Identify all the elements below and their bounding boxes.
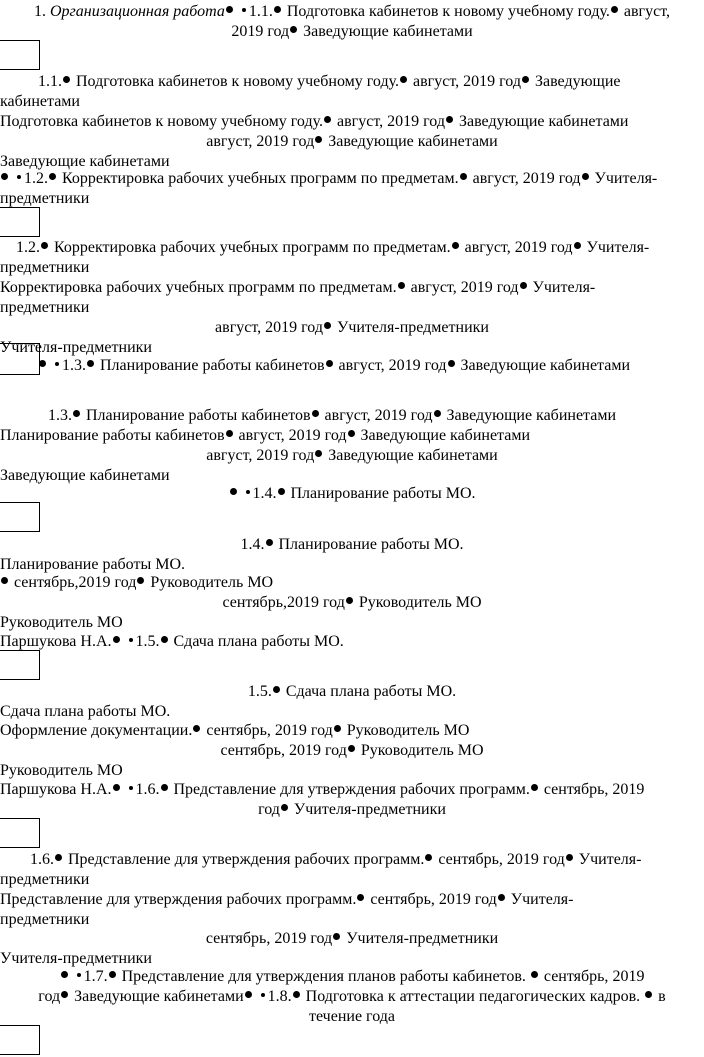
text-span: Учителя-предметники — [0, 950, 152, 967]
text-line — [0, 890, 573, 910]
text-span: Заведующие кабинетами — [460, 357, 631, 374]
text-span: август, 2019 год — [324, 407, 433, 424]
bullet-icon — [129, 638, 133, 642]
text-span: сентябрь, — [543, 968, 609, 985]
bullet-icon — [611, 6, 618, 13]
text-span: Заведующие кабинетами — [458, 113, 629, 130]
text-line — [38, 356, 630, 376]
text-span: Руководитель МО — [346, 722, 470, 739]
text-span: Учителя- — [510, 891, 574, 908]
text-span: Представление для утверждения рабочих программ. — [0, 891, 357, 908]
text-span: август, 2019 год — [472, 170, 581, 187]
text-span: Планирование работы МО. — [278, 536, 464, 553]
text-span: Заведующие — [534, 73, 621, 90]
bullet-icon — [226, 430, 233, 437]
text-span: Представление для утверждения планов работы кабинетов. — [121, 968, 526, 985]
text-span: сентябрь, 2019 год — [370, 891, 497, 908]
text-line — [0, 2, 704, 22]
bullet-icon — [1, 173, 8, 180]
text-span: 1.8. — [267, 988, 292, 1005]
text-line — [0, 949, 152, 969]
text-span: Заведующие кабинетами — [0, 467, 170, 484]
text-line — [0, 258, 89, 278]
bullet-icon — [348, 430, 355, 437]
bullet-icon — [452, 242, 459, 249]
bullet-icon — [312, 410, 319, 417]
text-span: Корректировка рабочих учебных программ по предметам. — [62, 170, 459, 187]
bullet-icon — [226, 6, 233, 13]
text-span: Сдача плана работы МО. — [285, 683, 457, 700]
text-line — [0, 22, 704, 42]
text-span: Учителя-предметники — [293, 801, 446, 818]
bullet-icon — [17, 175, 21, 179]
text-line — [0, 632, 344, 652]
checkbox-box — [0, 207, 40, 237]
text-span: сентябрь,2019 год — [14, 574, 137, 591]
text-span: август, 2019 год — [238, 427, 347, 444]
text-span: сентябрь, 2019 год — [220, 742, 347, 759]
bullet-icon — [348, 745, 355, 752]
text-span: сентябрь, 2019 год — [205, 930, 333, 947]
text-span: Подготовка кабинетов к новому учебному году. — [0, 113, 324, 130]
text-span: август, 2019 год — [338, 357, 447, 374]
text-line — [16, 238, 649, 258]
text-span: предметники — [0, 259, 90, 276]
text-span: 2019 год — [231, 23, 290, 40]
text-line — [0, 318, 704, 338]
text-span: Руководитель МО — [358, 594, 482, 611]
text-span: предметники — [0, 911, 90, 928]
text-line — [0, 910, 89, 930]
text-span: Заведующие кабинетами — [446, 407, 617, 424]
bullet-icon — [324, 322, 331, 329]
text-span: сентябрь, 2019 год — [438, 851, 565, 868]
text-line — [0, 535, 704, 555]
text-span: предметники — [0, 190, 90, 207]
text-span: август, 2019 год — [464, 239, 573, 256]
bullet-icon — [522, 76, 529, 83]
bullet-icon — [55, 854, 62, 861]
text-span: предметники — [0, 871, 90, 888]
text-span: Учителя- — [578, 851, 642, 868]
text-span: 1.2. — [24, 170, 48, 187]
bullet-icon — [281, 804, 288, 811]
text-span: Планирование работы МО. — [290, 485, 476, 502]
text-span: 1.6. — [30, 851, 54, 868]
bullet-icon — [63, 76, 70, 83]
text-line — [0, 1007, 704, 1027]
bullet-icon — [193, 725, 200, 732]
text-line — [0, 169, 657, 189]
checkbox-box — [0, 1025, 40, 1055]
bullet-icon — [566, 854, 573, 861]
text-span: 1.6. — [135, 781, 160, 798]
text-span: Оформление документации. — [0, 722, 193, 739]
bullet-icon — [113, 636, 120, 643]
text-span: 1.1. — [248, 3, 273, 20]
bullet-icon — [242, 8, 246, 12]
text-span: течение года — [308, 1008, 395, 1025]
text-span: Заведующие кабинетами — [328, 133, 498, 150]
text-span: август, 2019 год — [206, 447, 315, 464]
bullet-icon — [434, 410, 441, 417]
text-line — [0, 426, 530, 446]
text-span: 1.5. — [247, 683, 272, 700]
text-span: сентябрь,2019 год — [222, 594, 345, 611]
bullet-icon — [49, 173, 56, 180]
text-span: Паршукова Н.А. — [0, 781, 112, 798]
bullet-icon — [230, 488, 237, 495]
text-line: Паршукова Н.А. 1.6. Представление для утверждения рабочих программ. сентябрь, 2019 — [0, 781, 645, 798]
bullet-icon — [293, 991, 300, 998]
text-line — [0, 987, 704, 1007]
text-span: сентябрь, 2019 год — [206, 722, 333, 739]
text-span: 1.4. — [252, 485, 277, 502]
text-span: Учителя- — [532, 279, 596, 296]
text-line — [0, 92, 80, 112]
bullet-icon — [520, 282, 527, 289]
bullet-icon — [574, 242, 581, 249]
bullet-icon — [333, 933, 340, 940]
text-span: Руководитель МО — [150, 574, 274, 591]
bullet-icon — [460, 173, 467, 180]
bullet-icon — [39, 360, 46, 367]
bullet-icon — [61, 991, 68, 998]
text-span: год — [258, 801, 280, 818]
text-span: 1.1. — [38, 73, 62, 90]
text-span: 1.3. — [62, 357, 86, 374]
bullet-icon — [315, 450, 322, 457]
text-line — [0, 298, 89, 318]
bullet-icon — [129, 786, 133, 790]
text-span: Планирование работы кабинетов — [86, 407, 311, 424]
bullet-icon — [278, 488, 285, 495]
text-line — [0, 721, 469, 741]
text-span: 1.7. — [83, 968, 108, 985]
text-line — [0, 484, 704, 504]
text-span: Планирование работы кабинетов — [0, 427, 225, 444]
bullet-icon — [326, 360, 333, 367]
text-span: 1.4. — [240, 536, 265, 553]
checkbox-box — [0, 818, 40, 848]
bullet-icon — [87, 360, 94, 367]
bullet-icon — [582, 173, 589, 180]
bullet-icon — [645, 991, 652, 998]
text-span: Подготовка кабинетов к новому учебному году. — [286, 3, 610, 20]
text-span: Корректировка рабочих учебных программ по предметам. — [0, 279, 397, 296]
text-span: 1. — [34, 3, 46, 20]
text-line — [0, 929, 704, 949]
text-line — [0, 189, 89, 209]
text-span: Подготовка к аттестации педагогических кадров. — [305, 988, 641, 1005]
text-span: Представление для утверждения рабочих программ. — [68, 851, 425, 868]
text-line — [0, 466, 170, 486]
text-span: 1.5. — [135, 633, 160, 650]
text-line — [38, 72, 621, 92]
text-line — [0, 278, 595, 298]
bullet-icon — [113, 784, 120, 791]
bullet-icon — [324, 116, 331, 123]
text-span: август, 2019 год — [410, 279, 519, 296]
bullet-icon — [73, 410, 80, 417]
text-span: Руководитель МО — [0, 614, 123, 631]
text-line — [0, 761, 123, 781]
text-span: август, — [623, 3, 670, 20]
checkbox-box — [0, 40, 40, 70]
text-span: август, 2019 год — [206, 133, 315, 150]
bullet-icon — [357, 894, 364, 901]
bullet-icon — [346, 597, 353, 604]
text-span: год — [38, 988, 61, 1005]
bullet-icon — [334, 725, 341, 732]
checkbox-box — [0, 502, 40, 532]
text-span: Учителя-предметники — [346, 930, 499, 947]
bullet-icon — [315, 136, 322, 143]
text-line — [0, 613, 123, 633]
bullet-icon — [400, 76, 407, 83]
text-span: Учителя-предметники — [336, 319, 489, 336]
text-line — [0, 800, 704, 820]
text-line — [0, 132, 704, 152]
text-line — [0, 682, 704, 702]
bullet-icon — [266, 539, 273, 546]
bullet-icon — [273, 686, 280, 693]
bullet-icon — [446, 116, 453, 123]
text-span: Заведующие кабинетами — [74, 988, 244, 1005]
text-line — [0, 112, 629, 132]
text-span: Заведующие кабинетами — [328, 447, 498, 464]
bullet-icon — [448, 360, 455, 367]
text-span: Заведующие кабинетами — [0, 153, 170, 170]
text-span: Представление для утверждения рабочих программ. — [173, 781, 530, 798]
bullet-icon — [137, 577, 144, 584]
bullet-icon — [274, 6, 281, 13]
text-span: Учителя- — [594, 170, 658, 187]
bullet-icon — [245, 991, 252, 998]
text-span: Планирование работы МО. — [0, 556, 185, 573]
bullet-icon — [531, 971, 538, 978]
text-span: август, 2019 год — [413, 73, 521, 90]
bullet-icon — [41, 242, 48, 249]
bullet-icon — [161, 636, 168, 643]
text-span: Паршукова Н.А. — [0, 633, 112, 650]
bullet-icon — [531, 784, 538, 791]
bullet-icon — [55, 362, 59, 366]
text-span: Учителя- — [586, 239, 650, 256]
text-line — [0, 573, 273, 593]
text-line — [0, 741, 704, 761]
text-span: Корректировка рабочих учебных программ по предметам. — [54, 239, 451, 256]
text-span: сентябрь, — [543, 781, 609, 798]
text-line — [0, 870, 89, 890]
text-span: 1.3. — [48, 407, 72, 424]
text-span: Учителя-предметники — [0, 339, 152, 356]
bullet-icon — [1, 577, 8, 584]
text-span: Подготовка кабинетов к новому учебному году. — [76, 73, 400, 90]
bullet-icon — [246, 490, 250, 494]
checkbox-box — [0, 343, 40, 375]
text-line — [0, 593, 704, 613]
text-span: август, 2019 год — [337, 113, 445, 130]
text-line — [0, 446, 704, 466]
text-span: Организационная работа — [50, 3, 225, 20]
text-span: в — [658, 988, 666, 1005]
bullet-icon — [290, 26, 297, 33]
text-span: предметники — [0, 299, 90, 316]
text-line — [30, 850, 641, 870]
text-span: Руководитель МО — [360, 742, 484, 759]
text-span: Планирование работы кабинетов — [100, 357, 325, 374]
text-span: Руководитель МО — [0, 762, 123, 779]
text-span: Заведующие кабинетами — [360, 427, 531, 444]
text-line — [0, 555, 185, 575]
checkbox-box — [0, 650, 40, 680]
bullet-icon — [61, 971, 68, 978]
text-span: Сдача плана работы МО. — [173, 633, 344, 650]
bullet-icon — [498, 894, 505, 901]
text-line: 1.7. Представление для утверждения планов работы кабинетов. сентябрь, 2019 — [0, 967, 704, 987]
text-span: август, 2019 год — [215, 319, 323, 336]
text-span: 1.2. — [16, 239, 40, 256]
bullet-icon — [398, 282, 405, 289]
text-span: кабинетами — [0, 93, 80, 110]
text-span: Сдача плана работы МО. — [0, 703, 171, 720]
text-span: Заведующие кабинетами — [303, 23, 473, 40]
bullet-icon — [425, 854, 432, 861]
bullet-icon — [77, 973, 81, 977]
text-line — [0, 702, 170, 722]
bullet-icon — [109, 971, 116, 978]
text-line — [48, 406, 616, 426]
bullet-icon — [161, 784, 168, 791]
bullet-icon — [261, 993, 265, 997]
